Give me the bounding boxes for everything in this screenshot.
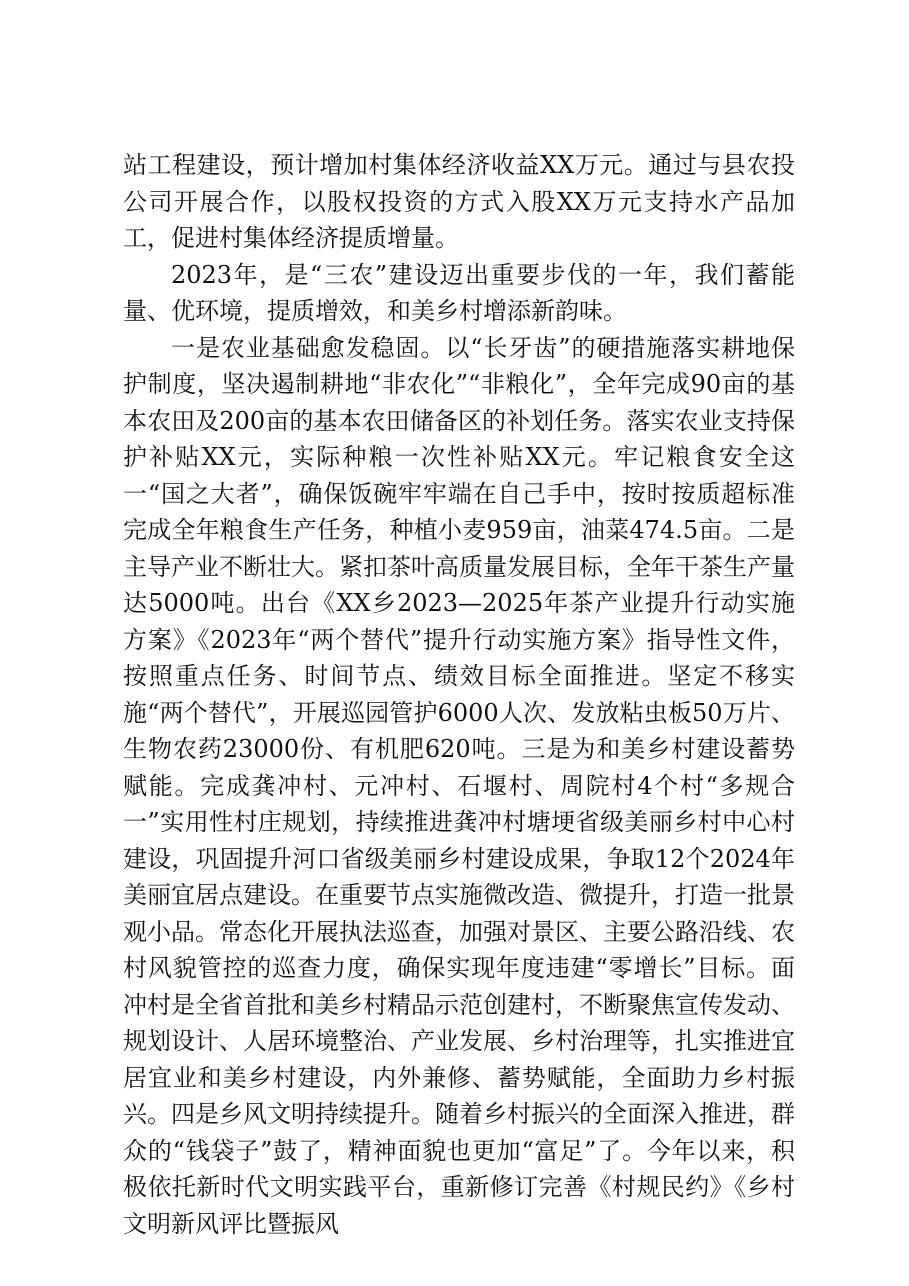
- paragraph-continuation: 站工程建设，预计增加村集体经济收益XX万元。通过与县农投公司开展合作，以股权投资的方式入股XX万元支持水产品加工，促进村集体经济提质增量。: [123, 151, 795, 252]
- paragraph-summary-2023: 2023年，是“三农”建设迈出重要步伐的一年，我们蓄能量、优环境，提质增效，和美乡村增添新韵味。: [123, 260, 795, 325]
- document-body: [123, 147, 795, 1242]
- paragraph-achievements: 一是农业基础愈发稳固。以“长牙齿”的硬措施落实耕地保护制度，坚决遏制耕地“非农化”“非粮化”，全年完成90亩的基本农田及200亩的基本农田储备区的补划任务。落实农业支持保护补贴XX元，实际种粮一次性补贴XX元。牢记粮食安全这一“国之大者”，确保饭碗牢牢端在自己手中，按时按质超标准完成全年粮食生产任务，种植小麦959亩，油菜474.5亩。二是主导产业不断壮大。紧扣茶叶高质量发展目标，全年干茶生产量达5000吨。出台《XX乡2023—2025年茶产业提升行动实施方案》《2023年“两个替代”提升行动实施方案》指导性文件，按照重点任务、时间节点、绩效目标全面推进。坚定不移实施“两个替代”，开展巡园管护6000人次、发放粘虫板50万片、生物农药23000份、有机肥620吨。三是为和美乡村建设蓄势赋能。完成龚冲村、元冲村、石堰村、周院村4个村“多规合一”实用性村庄规划，持续推进龚冲村塘埂省级美丽乡村中心村建设，巩固提升河口省级美丽乡村建设成果，争取12个2024年美丽宜居点建设。在重要节点实施微改造、微提升，打造一批景观小品。常态化开展执法巡查，加强对景区、主要公路沿线、农村风貌管控的巡查力度，确保实现年度违建“零增长”目标。面冲村是全省首批和美乡村精品示范创建村，不断聚焦宣传发动、规划设计、人居环境整治、产业发展、乡村治理等，扎实推进宜居宜业和美乡村建设，内外兼修、蓄势赋能，全面助力乡村振兴。四是乡风文明持续提升。随着乡村振兴的全面深入推进，群众的“钱袋子”鼓了，精神面貌也更加“富足”了。今年以来，积极依托新时代文明实践平台，重新修订完善《村规民约》《乡村文明新风评比暨振风: [123, 333, 795, 1238]
